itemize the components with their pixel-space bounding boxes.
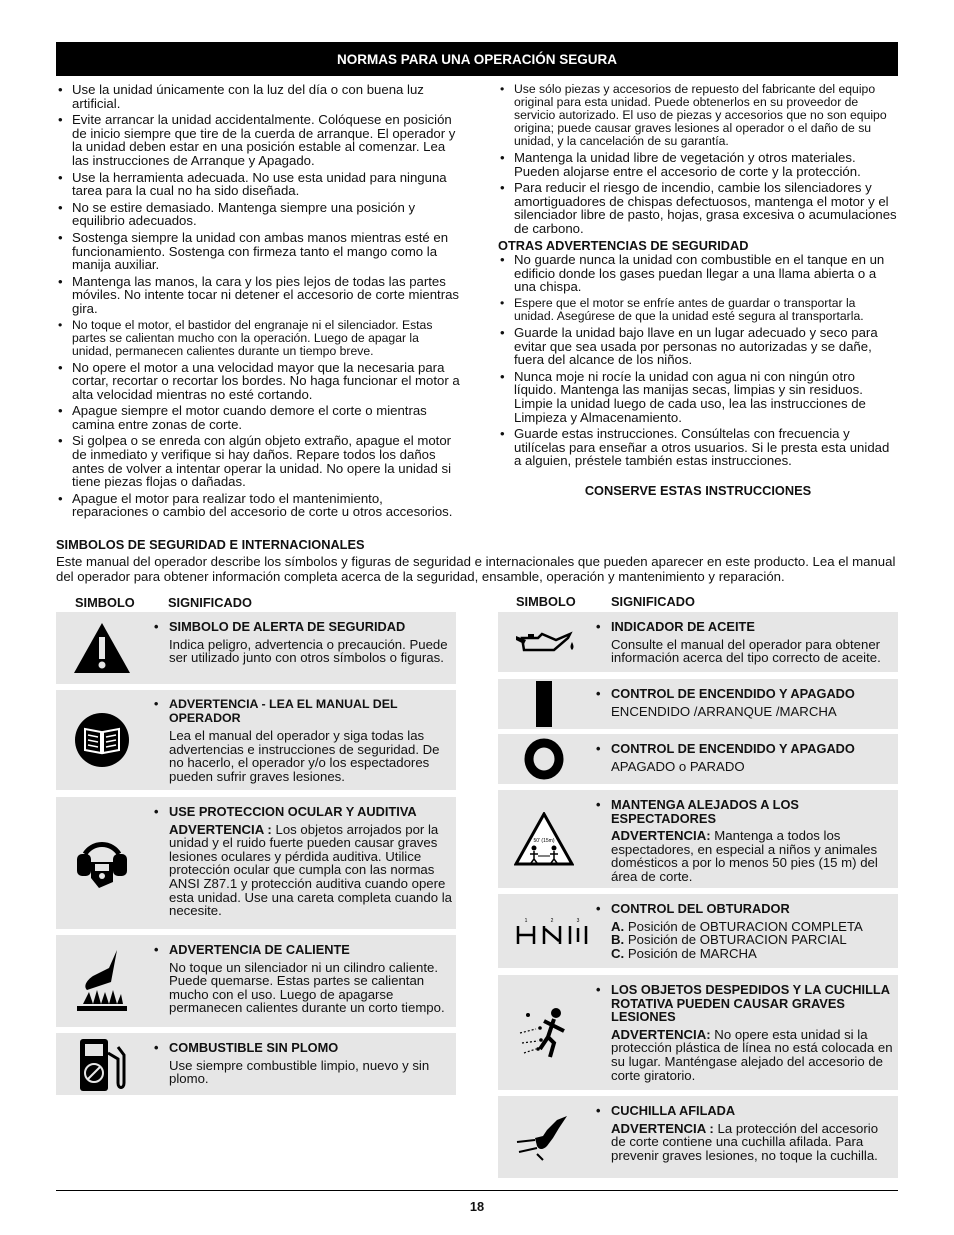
list-item: • Use la unidad únicamente con la luz del día o con buena luz artificial.: [56, 83, 461, 110]
list-item: • Espere que el motor se enfríe antes de guardar o transportar la unidad. Asegúrese de que la unidad esté segura al transportarla.: [498, 297, 898, 323]
symbol-row: [498, 1096, 898, 1178]
symbol-title: • CONTROL DEL OBTURADOR: [611, 902, 894, 916]
symbol-description: [611, 829, 894, 883]
symbol-title: • INDICADOR DE ACEITE: [611, 620, 894, 634]
choke-line: [611, 947, 894, 961]
right-rules-column: [498, 83, 898, 497]
choke-icon: [502, 894, 602, 968]
symbol-description: [169, 823, 452, 918]
choke-text: Posición de OBTURACION COMPLETA: [624, 918, 863, 934]
oil-can-icon: [498, 612, 590, 672]
list-item: • Apague el motor para realizar todo el mantenimiento, reparaciones o cambio del accesorio de corte u otros accesorios.: [56, 492, 461, 519]
read-manual-icon: [56, 690, 148, 790]
symbol-description: APAGADO o PARADO: [611, 758, 745, 774]
page-number: 18: [469, 1199, 485, 1214]
symbol-description: [611, 920, 894, 961]
symbol-title: • CUCHILLA AFILADA: [611, 1104, 894, 1118]
choke-label: 2: [550, 918, 554, 924]
symbol-row: [498, 734, 898, 784]
symbol-title: • USE PROTECCION OCULAR Y AUDITIVA: [169, 805, 452, 819]
thrown-objects-icon: [498, 975, 590, 1090]
symbol-row: [56, 612, 456, 684]
col-header-significado: SIGNIFICADO: [611, 594, 695, 609]
list-item: • Si golpea o se enreda con algún objeto extraño, apague el motor de inmediato y verifique si hay daños. Repare todos los daños antes de volver a intentar operar la unidad. No opere la unidad si tiene piezas flojas o dañadas.: [56, 434, 461, 488]
warning-text: La protección del accesorio de corte contiene una cuchilla afilada. Para prevenir graves lesiones, no toque la cuchilla.: [611, 1120, 879, 1163]
list-item: • Nunca moje ni rocíe la unidad con agua ni con ningún otro líquido. Mantenga las manijas secas, limpias y sin residuos. Limpie la unidad luego de cada uso, lea las instrucciones de Limpieza y Almacenamiento.: [498, 370, 898, 424]
on-switch-icon: [498, 679, 590, 729]
warning-text: Mantenga a todos los espectadores, en especial a niños y animales domésticos a por lo menos 50 pies (15 m) del área de corte.: [611, 828, 878, 884]
choke-line: [611, 920, 894, 934]
list-item: • Para reducir el riesgo de incendio, cambie los silenciadores y amortiguadores de chispas defectuosos, mantenga el motor y el silenciador libre de pasto, hojas, grasa excesiva o acumulaciones de carbono.: [498, 181, 898, 235]
safety-alert-icon: [56, 612, 148, 684]
list-item: • Use sólo piezas y accesorios de repuesto del fabricante del equipo original para esta unidad. Puede obtenerlos en su proveedor de servicio autorizado. El uso de piezas y accesorios que no son equipo origina; puede causar graves lesiones al operador o el daño de su unidad, y la cancelación de su garantía.: [498, 83, 898, 148]
choke-letter: A.: [611, 918, 625, 934]
section-banner: NORMAS PARA UNA OPERACIÓN SEGURA: [56, 42, 898, 76]
symbol-title: • COMBUSTIBLE SIN PLOMO: [169, 1041, 452, 1055]
choke-letter: C.: [611, 945, 625, 961]
warning-text: Los objetos arrojados por la unidad y el ruido fuerte pueden causar graves lesiones oculares y pérdida auditiva. Utilice protección ocular que cumpla con las normas ANSI Z87.1 y protección auditiva cuando opere esta unidad. Use una careta completa cuando la necesite.: [169, 821, 452, 919]
col-header-simbolo: SIMBOLO: [516, 594, 576, 609]
symbol-row: [498, 894, 898, 968]
symbol-description: Use siempre combustible limpio, nuevo y sin plomo.: [169, 1057, 430, 1087]
symbol-row: [56, 797, 456, 929]
symbol-row: [56, 690, 456, 790]
list-item: • Use la herramienta adecuada. No use esta unidad para ninguna tarea para la cual no ha sido diseñada.: [56, 171, 461, 198]
symbol-row: [498, 790, 898, 888]
symbol-description: No toque un silenciador ni un cilindro caliente. Puede quemarse. Estas partes se calientan mucho con el uso. Luego de apagarse permanecen calientes durante un corto tiempo.: [169, 959, 445, 1016]
warning-lead: ADVERTENCIA:: [611, 828, 711, 844]
conserve-instructions: CONSERVE ESTAS INSTRUCCIONES: [584, 482, 812, 498]
list-item: • No toque el motor, el bastidor del engranaje ni el silenciador. Estas partes se calientan mucho con la operación. Luego de apagar la unidad, permanecen calientes durante un tiempo breve.: [56, 319, 461, 358]
symbol-row: [56, 935, 456, 1027]
list-item: • No opere el motor a una velocidad mayor que la necesaria para cortar, recortar o recortar los bordes. No haga funcionar el motor a alta velocidad mientras no esté cortando.: [56, 361, 461, 402]
list-item: • Guarde la unidad bajo llave en un lugar adecuado y seco para evitar que sea usada por personas no autorizadas y se dañe, fuera del alcance de los niños.: [498, 326, 898, 367]
other-warnings-list: [498, 253, 898, 468]
choke-letter: B.: [611, 932, 625, 948]
symbols-intro: Este manual del operador describe los símbolos y figuras de seguridad e internacionales que pueden aparecer en este producto. Lea el manual del operador para obtener información completa acerca de la seguridad, ensamble, operación y mantenimiento y reparación.: [56, 554, 896, 584]
right-rules-list: [498, 83, 898, 236]
choke-text: Posición de MARCHA: [624, 945, 757, 961]
symbol-description: Consulte el manual del operador para obtener información acerca del tipo correcto de aceite.: [611, 636, 881, 666]
list-item: • No se estire demasiado. Mantenga siempre una posición y equilibrio adecuados.: [56, 201, 461, 228]
list-item: • Mantenga la unidad libre de vegetación y otros materiales. Pueden alojarse entre el accesorio de corte y la protección.: [498, 151, 898, 178]
list-item: • No guarde nunca la unidad con combustible en el tanque en un edificio donde los gases puedan llegar a una llama abierta o a una chispa.: [498, 253, 898, 294]
symbol-row: [56, 1033, 456, 1095]
symbol-title: • MANTENGA ALEJADOS A LOS ESPECTADORES: [611, 798, 894, 825]
symbols-heading: SIMBOLOS DE SEGURIDAD E INTERNACIONALES: [56, 537, 365, 552]
left-rules-column: [56, 83, 461, 522]
symbol-title: • CONTROL DE ENCENDIDO Y APAGADO: [611, 742, 894, 756]
col-header-simbolo: SIMBOLO: [75, 595, 135, 610]
symbol-title: • SIMBOLO DE ALERTA DE SEGURIDAD: [169, 620, 452, 634]
hot-surface-icon: [56, 935, 148, 1027]
symbol-title: • LOS OBJETOS DESPEDIDOS Y LA CUCHILLA ROTATIVA PUEDEN CAUSAR GRAVES LESIONES: [611, 983, 894, 1024]
symbol-description: ENCENDIDO /ARRANQUE /MARCHA: [611, 703, 837, 719]
footer-rule: [56, 1190, 898, 1191]
list-item: • Mantenga las manos, la cara y los pies lejos de todas las partes móviles. No intente tocar ni detener el accesorio de corte mientras gira.: [56, 275, 461, 316]
symbol-description: [611, 1122, 894, 1163]
list-item: • Evite arrancar la unidad accidentalmente. Colóquese en posición de inicio siempre que tire de la cuerda de arranque. El operador y la unidad deben estar en una posición estable al comenzar. Lea las instrucciones de Arranque y Apagado.: [56, 113, 461, 167]
symbol-description: Indica peligro, advertencia o precaución. Puede ser utilizado junto con otros símbolos o figuras.: [169, 636, 448, 666]
sharp-blade-icon: [498, 1096, 590, 1178]
choke-text: Posición de OBTURACION PARCIAL: [624, 932, 847, 948]
symbol-title: • ADVERTENCIA DE CALIENTE: [169, 943, 452, 957]
choke-line: [611, 933, 894, 947]
unleaded-fuel-icon: [56, 1033, 148, 1095]
warning-lead: ADVERTENCIA:: [611, 1026, 711, 1042]
other-warnings-heading: OTRAS ADVERTENCIAS DE SEGURIDAD: [498, 237, 749, 253]
list-item: • Guarde estas instrucciones. Consúltelas con frecuencia y utilícelas para enseñar a otros usuarios. Si le presta esta unidad a alguien, préstele también estas instrucciones.: [498, 427, 898, 468]
symbol-description: Lea el manual del operador y siga todas las advertencias e instrucciones de seguridad. De no hacerlo, el operador y/o los espectadores pueden sufrir graves lesiones.: [169, 728, 440, 784]
left-rules-list: [56, 83, 461, 519]
symbol-title: • ADVERTENCIA - LEA EL MANUAL DEL OPERADOR: [169, 698, 452, 725]
col-header-significado: SIGNIFICADO: [168, 595, 252, 610]
warning-lead: ADVERTENCIA :: [611, 1120, 714, 1136]
list-item: • Sostenga siempre la unidad con ambas manos mientras esté en funcionamiento. Sostenga con firmeza tanto el mango como la manija auxiliar.: [56, 231, 461, 272]
symbol-row: [498, 975, 898, 1090]
choke-label: 1: [524, 918, 528, 924]
keep-away-distance-label: 50' (15m): [533, 838, 555, 844]
symbol-title: • CONTROL DE ENCENDIDO Y APAGADO: [611, 687, 894, 701]
symbol-row: [498, 612, 898, 672]
warning-lead: ADVERTENCIA :: [169, 821, 272, 837]
list-item: • Apague siempre el motor cuando demore el corte o mientras camina entre zonas de corte.: [56, 404, 461, 431]
keep-away-icon: [498, 790, 590, 888]
symbol-description: [611, 1028, 894, 1082]
eye-ear-protection-icon: [56, 797, 148, 929]
warning-text: No opere esta unidad si la protección plástica de línea no está colocada en su lugar. Manténgase alejado del accesorio de corte giratorio.: [611, 1026, 893, 1083]
symbol-row: [498, 679, 898, 729]
off-switch-icon: [498, 734, 590, 784]
choke-label: 3: [576, 918, 580, 924]
